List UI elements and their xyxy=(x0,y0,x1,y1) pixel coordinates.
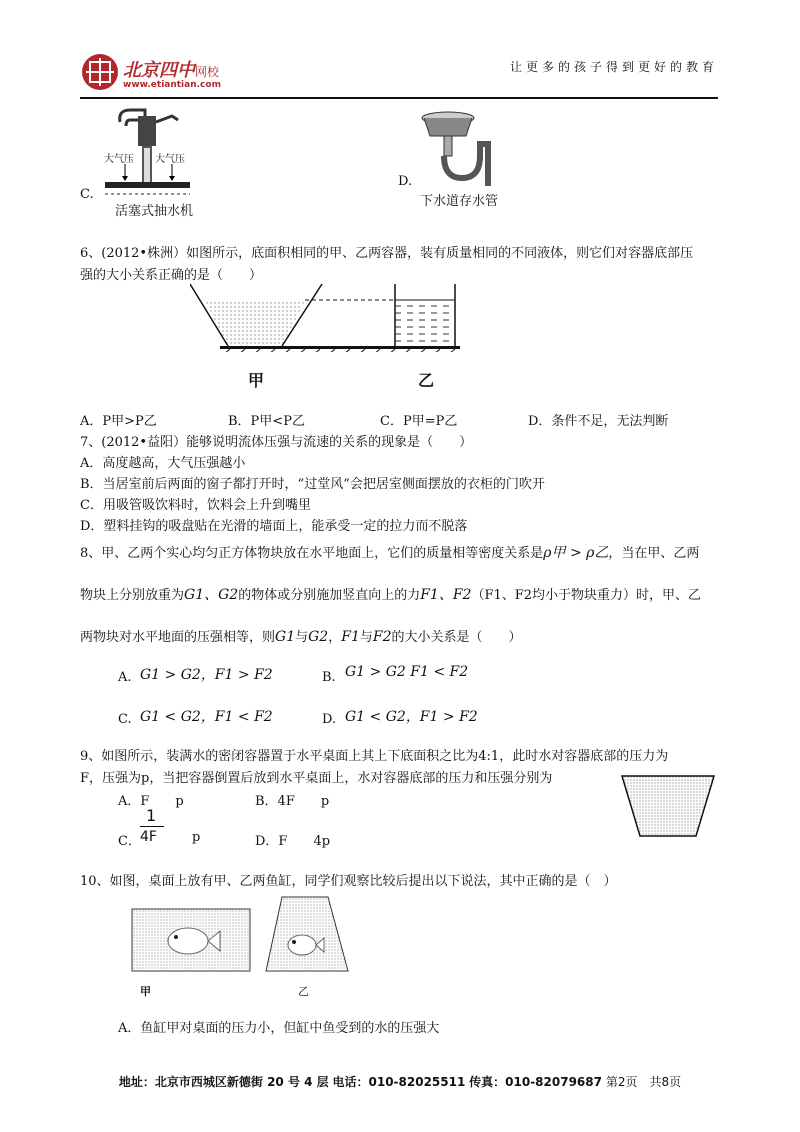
q8-f1-f2: F1、F2 xyxy=(420,587,472,603)
q8-stem-line3 xyxy=(80,626,522,645)
q6-option-b: B．P甲<P乙 xyxy=(228,414,305,429)
q9-option-d: D．F 4p xyxy=(255,834,331,849)
q6-stem-line2: 强的大小关系正确的是（ ） xyxy=(80,268,263,283)
q9-option-a: A．F p xyxy=(118,794,184,809)
q8-l3-text-d: 与 xyxy=(359,630,373,645)
q9-container-figure xyxy=(618,770,718,840)
q8-stem-line2 xyxy=(80,584,701,604)
q8-l2-text-c: （F1、F2均小于物块重力）时，甲、乙 xyxy=(471,588,702,603)
q8-option-c: G1 < G2，F1 < F2 xyxy=(140,709,273,725)
q8-l3-text-e: 的大小关系是（ ） xyxy=(391,630,522,645)
q8-g1-g2: G1、G2 xyxy=(184,587,239,603)
q8-option-a-letter: A. xyxy=(118,670,132,685)
q6-stem-line1: 6、(2012•株洲）如图所示，底面积相同的甲、乙两容器，装有质量相同的不同液体，则它们对容器底部压 xyxy=(80,246,694,261)
q8-g1: G1 xyxy=(275,629,296,645)
q8-g2: G2 xyxy=(308,629,329,645)
logo-icon xyxy=(80,52,120,92)
q8-l3-text-b: 与 xyxy=(295,630,309,645)
footer-address: 地址：北京市西城区新德街 20 号 4 层 xyxy=(118,1075,329,1089)
q8-option-c-letter: C. xyxy=(118,712,132,727)
q7-option-c: C．用吸管吸饮料时，饮料会上升到嘴里 xyxy=(80,498,311,513)
q8-l3-text-c: ， xyxy=(328,630,342,645)
drain-trap-figure xyxy=(418,108,498,188)
drain-caption: 下水道存水管 xyxy=(420,194,499,209)
q8-option-d: G1 < G2，F1 > F2 xyxy=(345,709,478,725)
q8-option-b-letter: B. xyxy=(322,670,336,685)
slogan: 让更多的孩子得到更好的教育 xyxy=(509,60,718,74)
q8-l3-text-a: 两物块对水平地面的压强相等，则 xyxy=(80,630,276,645)
q6-option-a: A．P甲>P乙 xyxy=(80,414,157,429)
logo-name: 北京四中 xyxy=(123,60,195,81)
q9-option-c-p: p xyxy=(192,830,201,845)
q9-fraction-bar xyxy=(140,826,164,827)
q7-option-a: A．高度越高，大气压强越小 xyxy=(80,456,246,471)
q8-f2: F2 xyxy=(372,629,392,645)
atm-label-left: 大气压 xyxy=(104,154,134,165)
q8-option-d-letter: D. xyxy=(322,712,337,727)
q9-option-c-numerator: 1 xyxy=(146,806,157,825)
q9-stem-line1: 9、如图所示，装满水的密闭容器置于水平桌面上其上下底面积之比为4:1，此时水对容器底部的压力为 xyxy=(80,749,669,764)
q7-option-d: D．塑料挂钩的吸盘贴在光滑的墙面上，能承受一定的拉力而不脱落 xyxy=(80,519,468,534)
q8-f1: F1 xyxy=(341,629,360,645)
q10-label-yi: 乙 xyxy=(298,985,309,998)
q6-option-c: C．P甲=P乙 xyxy=(380,414,458,429)
q6-option-d: D．条件不足，无法判断 xyxy=(528,414,669,429)
option-d-letter: D. xyxy=(398,174,413,189)
q8-l2-text-a: 物块上分别放重为 xyxy=(80,588,185,603)
q8-option-b: G1 > G2 F1 < F2 xyxy=(345,664,469,680)
q8-stem-line1 xyxy=(80,542,699,562)
logo-sub: 网校 xyxy=(195,65,220,79)
q8-l2-text-b: 的物体或分别施加竖直向上的力 xyxy=(238,588,421,603)
header-divider xyxy=(80,97,718,99)
q8-option-a: G1 > G2，F1 > F2 xyxy=(140,667,273,683)
q6-label-jia: 甲 xyxy=(248,371,265,390)
q6-containers-figure xyxy=(190,282,470,352)
pump-caption: 活塞式抽水机 xyxy=(115,204,194,219)
q10-stem: 10、如图，桌面上放有甲、乙两鱼缸，同学们观察比较后提出以下说法，其中正确的是（ ） xyxy=(80,874,617,889)
q6-label-yi: 乙 xyxy=(418,371,435,390)
q10-fish-tanks-figure xyxy=(130,895,360,990)
q8-l1-text-b: ，当在甲、乙两 xyxy=(608,546,700,561)
logo-url: www.etiantian.com xyxy=(123,80,221,90)
q9-option-c-denominator: 4F xyxy=(140,829,157,845)
atm-label-right: 大气压 xyxy=(155,154,185,165)
q9-option-b: B．4F p xyxy=(255,794,330,809)
footer-phone: 电话：010-82025511 xyxy=(332,1075,466,1089)
q10-option-a: A．鱼缸甲对桌面的压力小，但缸中鱼受到的水的压强大 xyxy=(118,1021,440,1036)
q10-label-jia: 甲 xyxy=(140,985,151,998)
logo-text xyxy=(123,56,219,82)
footer-fax: 传真：010-82079687 xyxy=(469,1075,602,1089)
page-footer xyxy=(0,1073,800,1090)
q8-l1-text-a: 8、甲、乙两个实心均匀正方体物块放在水平地面上，它们的质量相等密度关系是 xyxy=(80,546,544,561)
q7-stem: 7、(2012•益阳）能够说明流体压强与流速的关系的现象是（ ） xyxy=(80,435,473,450)
footer-page-number: 第2页 共8页 xyxy=(605,1075,682,1089)
q9-option-c-letter: C． xyxy=(118,834,141,849)
q9-stem-line2: F，压强为p，当把容器倒置后放到水平桌面上，水对容器底部的压力和压强分别为 xyxy=(80,771,553,786)
q8-density-relation: ρ甲 > ρ乙 xyxy=(543,545,609,561)
option-c-letter: C. xyxy=(80,187,94,202)
q7-option-b: B．当居室前后两面的窗子都打开时，“过堂风”会把居室侧面摆放的衣柜的门吹开 xyxy=(80,477,545,492)
